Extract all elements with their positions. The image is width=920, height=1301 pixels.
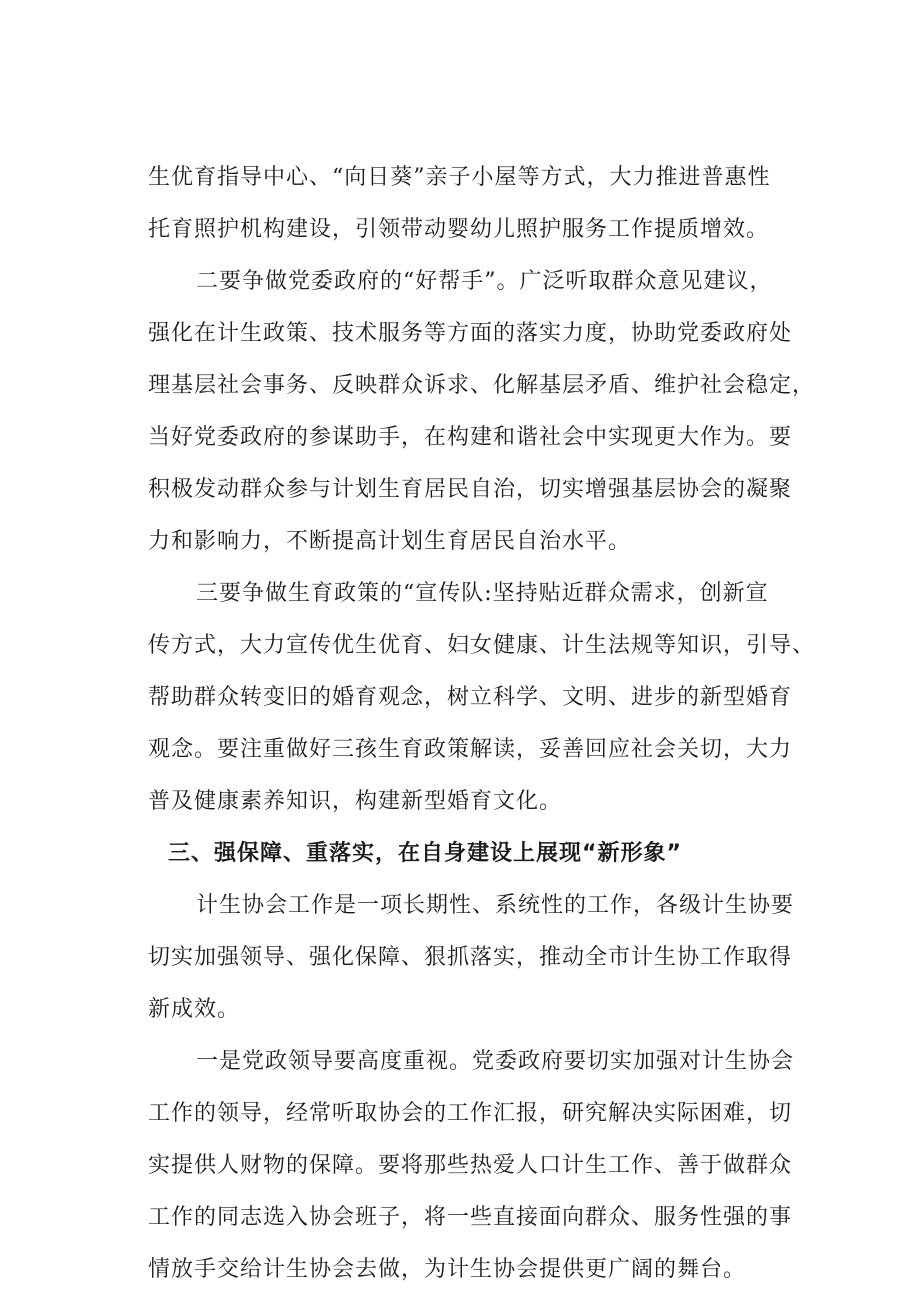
text-line: 切实加强领导、强化保障、狠抓落实，推动全市计生协工作取得 <box>148 945 793 970</box>
text-line: 生优育指导中心、“向日葵”亲子小屋等方式，大力推进普惠性 <box>148 165 771 190</box>
text-line: 传方式，大力宣传优生优育、妇女健康、计生法规等知识，引导、 <box>148 633 816 658</box>
text-line: 理基层社会事务、反映群众诉求、化解基层矛盾、维护社会稳定， <box>148 373 816 398</box>
paragraph-start-line: 一是党政领导要高度重视。党委政府要切实加强对计生协会 <box>196 1049 795 1074</box>
text-line: 当好党委政府的参谋助手，在构建和谐社会中实现更大作为。要 <box>148 425 793 450</box>
text-line: 工作的同志选入协会班子，将一些直接面向群众、服务性强的事 <box>148 1205 793 1230</box>
text-line: 工作的领导，经常听取协会的工作汇报，研究解决实际困难，切 <box>148 1101 793 1126</box>
text-line: 帮助群众转变旧的婚育观念，树立科学、文明、进步的新型婚育 <box>148 685 793 710</box>
text-line: 情放手交给计生协会去做，为计生协会提供更广阔的舞台。 <box>148 1257 747 1282</box>
text-line: 积极发动群众参与计划生育居民自治，切实增强基层协会的凝聚 <box>148 477 793 502</box>
text-line: 实提供人财物的保障。要将那些热爱人口计生工作、善于做群众 <box>148 1153 793 1178</box>
document-body <box>148 152 816 1296</box>
text-line: 力和影响力，不断提高计划生育居民自治水平。 <box>148 529 632 554</box>
paragraph-start-line: 三要争做生育政策的“宣传队:坚持贴近群众需求，创新宣 <box>196 581 769 606</box>
paragraph-start-line: 计生协会工作是一项长期性、系统性的工作，各级计生协要 <box>196 893 795 918</box>
text-line: 新成效。 <box>148 997 241 1022</box>
paragraph-start-line: 二要争做党委政府的“好帮手”。广泛听取群众意见建议， <box>196 269 773 294</box>
text-line: 托育照护机构建设，引领带动婴幼儿照护服务工作提质增效。 <box>148 217 770 242</box>
section-heading: 三、强保障、重落实，在自身建设上展现“新形象” <box>168 841 682 866</box>
text-line: 普及健康素养知识，构建新型婚育文化。 <box>148 789 563 814</box>
text-line: 观念。要注重做好三孩生育政策解读，妥善回应社会关切，大力 <box>148 737 793 762</box>
text-line: 强化在计生政策、技术服务等方面的落实力度，协助党委政府处 <box>148 321 793 346</box>
